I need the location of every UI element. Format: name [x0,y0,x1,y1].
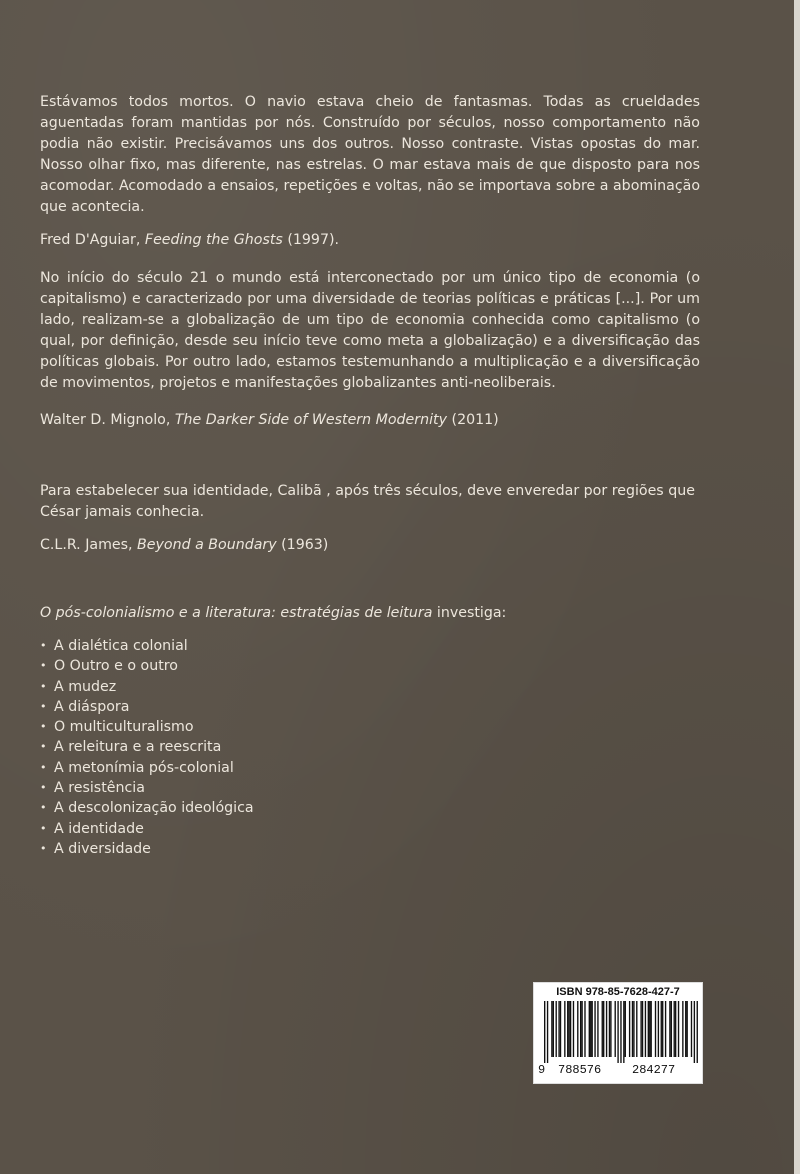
isbn-barcode [533,982,703,1084]
topic-item: • A mudez [40,677,700,697]
barcode-bar [564,1001,565,1057]
quote-author: Walter D. Mignolo, [40,412,171,428]
barcode-bar [691,1001,692,1057]
book-title: O pós-colonialismo e a literatura: estratégias de leitura [40,605,433,621]
quote-year: (1997). [287,232,340,248]
topic-item: • A resistência [40,778,700,798]
barcode-bar [633,1001,634,1057]
topic-item: • A metonímia pós-colonial [40,758,700,778]
barcode-bar [577,1001,578,1057]
barcode-digits-left: 788576 [558,1063,602,1077]
quote-attribution [40,535,700,556]
barcode-bar [623,1001,624,1063]
barcode-bar [685,1001,686,1057]
quote-attribution [40,230,700,251]
isbn-label: ISBN 978-85-7628-427-7 [556,986,680,998]
barcode-bar [581,1001,582,1057]
barcode-bar [697,1001,698,1063]
quote-james [40,481,700,556]
barcode-bars [544,1001,698,1063]
barcode-bar [642,1001,643,1057]
barcode-bar [610,1001,611,1057]
quote-attribution [40,410,700,431]
topic-list [40,636,700,859]
topic-item: • A identidade [40,819,700,839]
topic-item: • A diáspora [40,697,700,717]
barcode-bar [567,1001,568,1057]
barcode-bar [645,1001,646,1057]
quote-mignolo [40,268,700,431]
page-edge [794,0,800,1174]
barcode-bar [547,1001,548,1063]
quote-work: The Darker Side of Western Modernity [174,412,448,428]
barcode-bar [568,1001,569,1057]
barcode-bar [597,1001,598,1057]
barcode-bar [674,1001,675,1057]
barcode-bar [661,1001,662,1057]
barcode-bar [669,1001,670,1057]
barcode-bar [655,1001,656,1057]
barcode-bar [603,1001,604,1057]
barcode-bar [648,1001,649,1057]
barcode-bar [551,1001,552,1057]
barcode-bar [694,1001,695,1063]
barcode-bar [558,1001,559,1057]
quote-text: No início do século 21 o mundo está interconectado por um único tipo de economia (o capitalismo) e caracterizado por uma diversidade de teorias políticas e práticas [...]. Por um lado, realizam-se a globalização de um tipo de economia conhecida como capitalismo (o qual, por definição, desde seu início teve como meta a globalização) e a diversificação das políticas globais. Por outro lado, estamos testemunhando a multiplicação e a diversificação de movimentos, projetos e manifestações globalizantes anti-neoliberais. [40,270,700,391]
topic-item: • A dialética colonial [40,636,700,656]
barcode-bar [590,1001,591,1057]
barcode-bar [584,1001,585,1057]
barcode-bar [560,1001,561,1057]
barcode-bar [570,1001,571,1057]
barcode-bar [602,1001,603,1057]
quote-year: (2011) [451,412,499,428]
summary-intro [40,603,700,624]
quote-work: Beyond a Boundary [137,537,277,553]
barcode-bar [544,1001,545,1063]
barcode-bar [651,1001,652,1057]
topic-item: • A releitura e a reescrita [40,737,700,757]
barcode-bar [675,1001,676,1057]
summary-intro-suffix: investiga: [432,605,507,621]
barcode-bar [620,1001,621,1063]
barcode-bar [617,1001,618,1063]
barcode-bar [556,1001,557,1057]
book-summary [40,603,700,859]
quote-author: Fred D'Aguiar, [40,232,141,248]
barcode-bar [606,1001,607,1057]
barcode-bar [580,1001,581,1057]
barcode-bar [592,1001,593,1057]
barcode-bar [640,1001,641,1057]
barcode-bar [594,1001,595,1057]
barcode-digits-right: 284277 [632,1063,676,1077]
quote-text: Estávamos todos mortos. O navio estava cheio de fantasmas. Todas as crueldades aguentadas foram mantidas por nós. Construído por séculos, nosso comportamento não podia não existir. Precisávamos uns dos outros. Nosso contraste. Vistas opostas do mar. Nosso olhar fixo, mas diferente, nas estrelas. O mar estava mais de que disposto para nos acomodar. Acomodado a ensaios, repetições e voltas, não se importava sobre a abominação que acontecia. [40,94,700,215]
barcode-bar [625,1001,626,1057]
barcode-digit-first: 9 [538,1063,546,1077]
topic-item: • O Outro e o outro [40,656,700,676]
barcode-bar [615,1001,616,1057]
barcode-bar [553,1001,554,1057]
barcode-bar [678,1001,679,1057]
barcode-bar [671,1001,672,1057]
quote-author: C.L.R. James, [40,537,133,553]
quote-text: Para estabelecer sua identidade, Calibã , após três séculos, deve enveredar por regiões que César jamais conhecia. [40,483,695,520]
barcode-bar [649,1001,650,1057]
barcode-bar [658,1001,659,1057]
barcode-bar [609,1001,610,1057]
topic-item: • O multiculturalismo [40,717,700,737]
quote-year: (1963) [281,537,329,553]
topic-item: • A diversidade [40,839,700,859]
barcode-bar [686,1001,687,1057]
barcode-bar [632,1001,633,1057]
barcode-bar [629,1001,630,1057]
topic-item: • A descolonização ideológica [40,798,700,818]
quote-dagiar [40,92,700,251]
quote-work: Feeding the Ghosts [144,232,283,248]
barcode-bar [662,1001,663,1057]
barcode-bar [636,1001,637,1057]
barcode-digits [538,1063,702,1079]
barcode-bar [573,1001,574,1057]
barcode-bar [682,1001,683,1057]
barcode-bar [665,1001,666,1057]
barcode-bar [589,1001,590,1057]
